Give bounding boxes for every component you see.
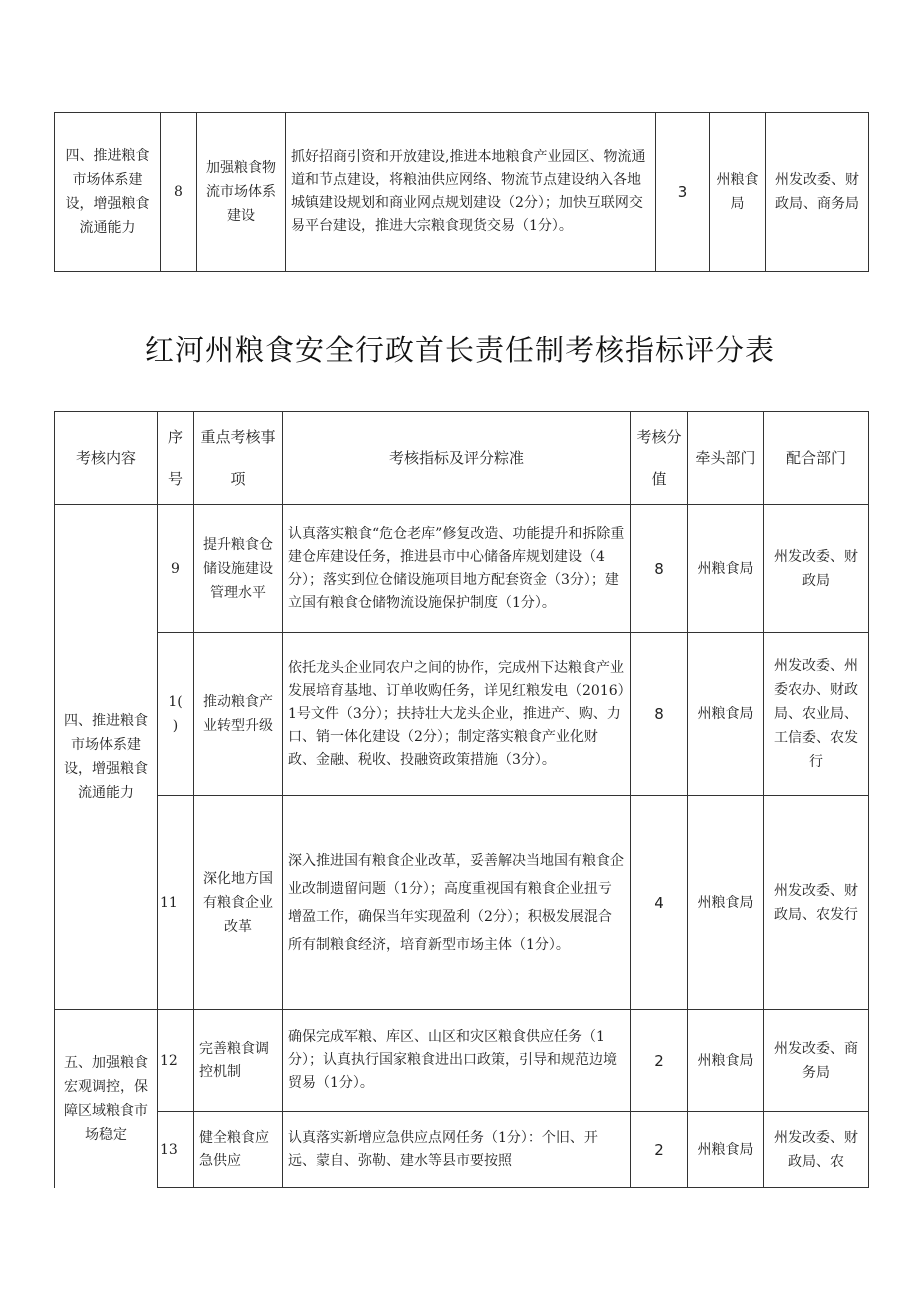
seq-part: ): [172, 718, 179, 734]
item-cell: 深化地方国有粮食企业改革: [194, 796, 283, 1010]
coop-dept-cell: 州发改委、州委农办、财政局、农业局、工信委、农发行: [764, 633, 869, 796]
seq-cell: 12: [158, 1010, 194, 1112]
criteria-cell: 抓好招商引资和开放建设,推进本地粮食产业园区、物流通道和节点建设，将粮油供应网络、物流节点建设纳入各地城镇建设规划和商业网点规划建设（2分）；加快互联网交易平台建设，推进大宗粮食现货交易（1分）。: [286, 113, 656, 272]
header-criteria: 考核指标及评分粽准: [283, 412, 631, 505]
score-cell: 4: [631, 796, 688, 1010]
seq-cell: 11: [158, 796, 194, 1010]
category-cell: 四、推进粮食市场体系建设，增强粮食流通能力: [55, 505, 158, 1010]
criteria-cell: 依托龙头企业同农户之间的协作，完成州下达粮食产业发展培育基地、订单收购任务，详见红粮发电（2016）1号文件（3分）；扶持壮大龙头企业，推进产、购、力口、销一体化建设（2分）；制定落实粮食产业化财政、金融、税收、投融资政策措施（3分）。: [283, 633, 631, 796]
coop-dept-cell: 州发改委、财政局、商务局: [766, 113, 869, 272]
score-cell: 8: [631, 633, 688, 796]
category-cell: 四、推进粮食市场体系建设，增强粮食流通能力: [55, 113, 161, 272]
header-score: 考核分值: [631, 412, 688, 505]
header-coop: 配合部门: [764, 412, 869, 505]
page-title: 红河州粮食安全行政首长责任制考核指标评分表: [144, 333, 775, 367]
seq-cell: [158, 633, 194, 796]
criteria-cell: 认真落实新增应急供应点网任务（1分）：个旧、开远、蒙自、弥勒、建水等县市要按照: [283, 1112, 631, 1188]
table-row: [55, 505, 869, 633]
seq-cell: 8: [161, 113, 197, 272]
criteria-cell: 深入推进国有粮食企业改革，妥善解决当地国有粮食企业改制遗留问题（1分）；高度重视国有粮食企业扭亏增盈工作，确保当年实现盈利（2分）；积极发展混合所有制粮食经济，培育新型市场主体（1分）。: [283, 796, 631, 1010]
scoring-table: [54, 411, 869, 1188]
lead-dept-cell: 州粮食局: [688, 796, 764, 1010]
item-cell: 提升粮食仓储设施建设管理水平: [194, 505, 283, 633]
lead-dept-cell: 州粮食局: [688, 505, 764, 633]
score-cell: 3: [656, 113, 710, 272]
coop-dept-cell: 州发改委、财政局: [764, 505, 869, 633]
table-row: [55, 1010, 869, 1112]
item-cell: 加强粮食物流市场体系建设: [197, 113, 286, 272]
item-cell: 推动粮食产业转型升级: [194, 633, 283, 796]
header-item: 重点考核事项: [194, 412, 283, 505]
score-cell: 2: [631, 1112, 688, 1188]
lead-dept-cell: 州粮食局: [688, 1010, 764, 1112]
lead-dept-cell: 州粮食局: [688, 633, 764, 796]
table-row: [55, 633, 869, 796]
item-cell: 健全粮食应急供应: [194, 1112, 283, 1188]
header-category: 考核内容: [55, 412, 158, 505]
coop-dept-cell: 州发改委、财政局、农发行: [764, 796, 869, 1010]
header-seq: 序号: [158, 412, 194, 505]
lead-dept-cell: 州粮食局: [710, 113, 766, 272]
category-cell: 五、加强粮食宏观调控，保障区域粮食市场稳定: [55, 1010, 158, 1188]
table-row: [55, 113, 869, 272]
criteria-cell: 确保完成军粮、库区、山区和灾区粮食供应任务（1分）；认真执行国家粮食进出口政策，引导和规范边境贸易（1分）。: [283, 1010, 631, 1112]
score-cell: 2: [631, 1010, 688, 1112]
seq-cell: 9: [158, 505, 194, 633]
table-row: [55, 796, 869, 1010]
coop-dept-cell: 州发改委、财政局、农: [764, 1112, 869, 1188]
seq-part: 1(: [168, 694, 183, 710]
seq-cell: 13: [158, 1112, 194, 1188]
header-lead: 牵头部门: [688, 412, 764, 505]
score-cell: 8: [631, 505, 688, 633]
item-cell: 完善粮食调控机制: [194, 1010, 283, 1112]
criteria-cell: 认真落实粮食“危仓老库”修复改造、功能提升和拆除重建仓库建设任务，推进县市中心储备库规划建设（4分）；落实到位仓储设施项目地方配套资金（3分）；建立国有粮食仓储物流设施保护制度（1分）。: [283, 505, 631, 633]
table-row: [55, 1112, 869, 1188]
top-continuation-table: [54, 112, 869, 272]
coop-dept-cell: 州发改委、商务局: [764, 1010, 869, 1112]
table-header-row: [55, 412, 869, 505]
lead-dept-cell: 州粮食局: [688, 1112, 764, 1188]
